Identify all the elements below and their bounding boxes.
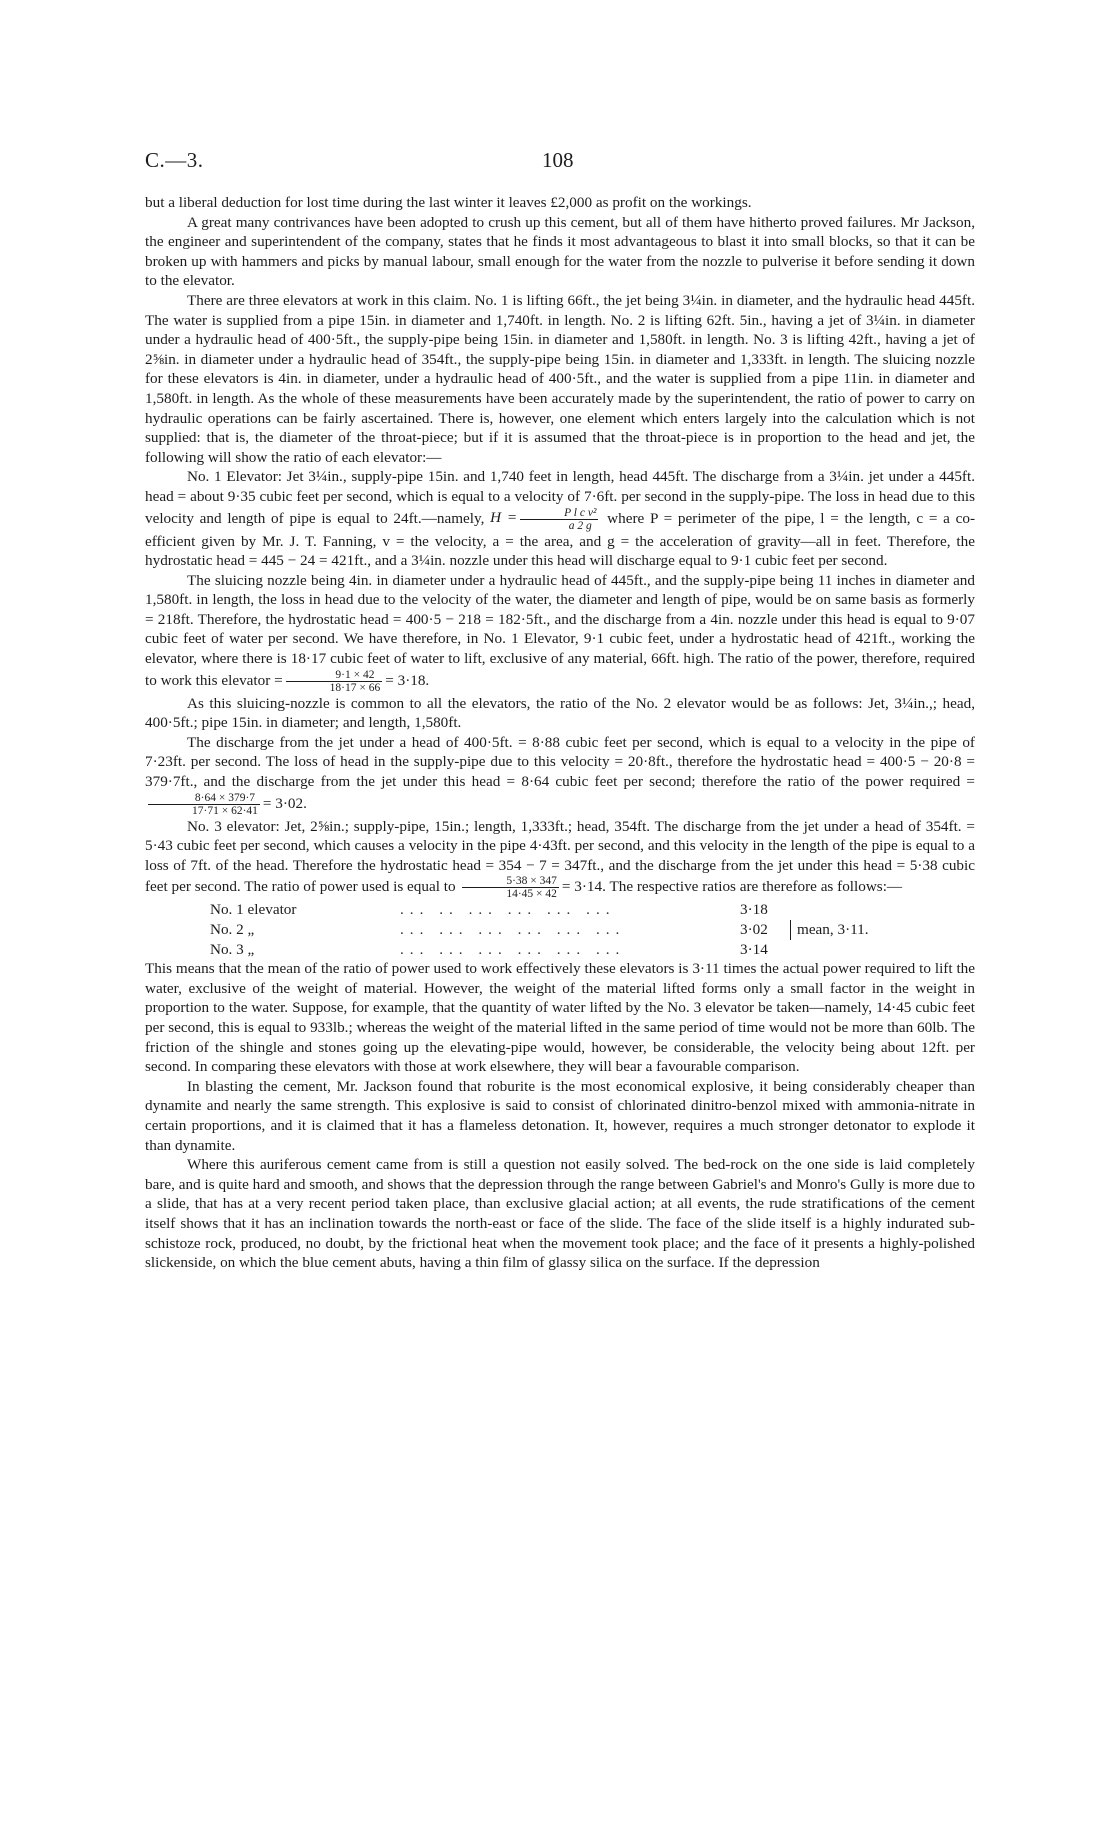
leader-dots: ... ... ... ... ... ...	[400, 921, 626, 938]
ratio-mean: mean, 3·11.	[790, 920, 910, 940]
formula-fraction	[520, 507, 598, 532]
ratio-label: No. 2 „	[210, 921, 255, 938]
paragraph-text: The sluicing nozzle being 4in. in diameter under a hydraulic head of 445ft., and the supply-pipe being 11 inches in diameter and 1,580ft. in length, the loss in head due to the velocity of the water, the diameter and length of pipe, would be on same basis as formerly = 218ft. Therefore, the hydrostatic head = 400·5 − 218 = 182·5ft., and the discharge from a 4in. nozzle under this head is equal to 9·07 cubic feet of water per second. We have therefore, in No. 1 Elevator, 9·1 cubic feet, under a hydrostatic head of 421ft., working the elevator, where there is 18·17 cubic feet of water to lift, exclusive of any material, 66ft. high. The ratio of the power, therefore, required to work this	[145, 571, 975, 689]
ratio-value: 3·18	[740, 901, 768, 919]
formula-head-loss	[490, 506, 601, 532]
paragraph-text: No. 3 elevator: Jet, 2⅝in.; supply-pipe, 15in.; length, 1,333ft.; head, 354ft. The discharge from the jet under a head of 354ft. = 5·43 cubic feet per second, which causes a velocity in the pipe 4·43ft. per second, and this velocity in the length of the pipe is equal to a loss of 7ft. of the head. Therefore the hydrostatic head = 354 − 7 = 347ft., and the discharge from the jet under this head = 5·38 cubic feet per second. The ratio of power used is equal to	[145, 817, 975, 896]
paragraph-text: where P = perimeter of the pipe, l = the length, c = a co-efficient given by Mr. J. T. Fanning, v = the velocity, a = the area, and g = the acceleration of gravity—all in feet. Therefore, the hydrostatic head = 445 − 24 = 421ft., and a 3¼in. nozzle under this head will discharge equal to 9·1 cubic feet per second.	[145, 509, 976, 570]
page-number: 108	[542, 148, 574, 172]
paragraph-text: The discharge from the jet under a head of 400·5ft. = 8·88 cubic feet per second, which is equal to a velocity in the pipe of 7·23ft. per second. The loss of head in the supply-pipe due to this velocity = 20·8ft., therefore the hydrostatic head = 400·5 − 20·8 = 379·7ft., and the discharge from the jet under this head = 8·64 cubic feet per second; therefore the ratio of the power required =	[145, 733, 975, 791]
ratio-value: 3·14	[740, 940, 768, 958]
paragraph	[145, 571, 975, 694]
ratio-value: 3·02	[740, 921, 768, 938]
ratios-table	[210, 900, 975, 959]
fraction-numerator: 8·64 × 379·7	[148, 792, 260, 805]
paragraph	[145, 817, 975, 901]
fraction-numerator: 9·1 × 42	[286, 669, 383, 682]
page-body	[145, 193, 975, 1273]
fraction-denominator: 17·71 × 62·41	[192, 804, 258, 817]
formula-result: = 3·18.	[385, 671, 430, 689]
formula-fraction	[462, 875, 559, 900]
paragraph	[145, 733, 975, 817]
ratio-label: No. 3 „	[210, 940, 255, 958]
leader-dots: ... ... ... ... ... ...	[400, 940, 626, 958]
formula-fraction	[148, 792, 260, 817]
fraction-numerator: P l c v²	[520, 507, 598, 520]
formula-elevator-1	[221, 668, 430, 694]
paragraph: Where this auriferous cement came from is still a question not easily solved. The bed-rock on the one side is laid completely bare, and is quite hard and smooth, and shows that the depression through the range between Gabriel's and Monro's Gully is more due to a slide, that has at a very recent period taken place, than exclusive glacial action; at all events, the rude stratifications of the cement itself shows that it has an inclination towards the north-east or face of the slide. The face of the slide itself is a highly indurated sub-schistoze rock, produced, no doubt, by the frictional heat when the movement took place; and the face of it presents a highly-polished slickenside, on which the blue cement abuts, having a thin film of glassy silica on the surface. If the depression	[145, 1156, 975, 1272]
paragraph	[145, 467, 975, 570]
fraction-numerator: 5·38 × 347	[462, 875, 559, 888]
formula-lhs: elevator =	[221, 671, 283, 689]
paragraph: This means that the mean of the ratio of power used to work effectively these elevators is 3·11 times the actual power required to lift the water, exclusive of the weight of material. However, the weight of the material lifted forms only a small factor in the weight in proportion to the water. Suppose, for example, that the quantity of water lifted by the No. 3 elevator be taken—namely, 14·45 cubic feet per second, this is equal to 933lb.; whereas the weight of the material lifted in the same period of time would not be more than 60lb. The friction of the shingle and stones going up the elevating-pipe would, however, be considerable, the velocity being about 12ft. per second. In comparing these elevators with those at work elsewhere, they will bear a favourable comparison.	[145, 960, 975, 1076]
paragraph-text: No. 1 Elevator: Jet 3¼in., supply-pipe 15in. and 1,740 feet in length, head 445ft. The discharge from a 3¼in. jet under a 445ft. head = about 9·35 cubic feet per second, which is equal to a velocity of 7·6ft. per second in the supply-pipe. The loss in head due to this velocity and length of pipe is equal to 24ft.—namely,	[145, 468, 975, 527]
document-reference: C.—3.	[145, 148, 204, 172]
paragraph: There are three elevators at work in this claim. No. 1 is lifting 66ft., the jet being 3¼in. in diameter, and the hydraulic head 445ft. The water is supplied from a pipe 15in. in diameter and 1,740ft. in length. No. 2 is lifting 62ft. 5in., having a jet of 3¼in. in diameter under a hydraulic head of 400·5ft., the supply-pipe being 15in. in diameter and 1,580ft. in length. No. 3 is lifting 42ft., having a jet of 2⅝in. in diameter under a hydraulic head of 354ft., the supply-pipe being 15in. in diameter and 1,333ft. in length. The sluicing nozzle for these elevators is 4in. in diameter, under a hydraulic head of 400·5ft., and the water is supplied from a pipe 11in. in diameter and 1,580ft. in length. As the whole of these measurements have been accurately made by the superintendent, the ratio of power to carry on hydraulic operations can be fairly ascertained. There is, however, one element which enters largely into the calculation which is not supplied: that is, the diameter of the throat-piece; but if it is assumed that the throat-piece is in proportion to the head and jet, the following will show the ratio of each elevator:—	[145, 291, 975, 466]
paragraph: As this sluicing-nozzle is common to all the elevators, the ratio of the No. 2 elevator would be as follows: Jet, 3¼in.,; head, 400·5ft.; pipe 15in. in diameter; and length, 1,580ft.	[145, 694, 975, 732]
formula-fraction	[286, 669, 383, 694]
fraction-denominator: a 2 g	[568, 519, 592, 532]
formula-result: = 3·02.	[262, 794, 307, 812]
fraction-denominator: 14·45 × 42	[506, 888, 557, 901]
leader-dots: ... .. ... ... ... ...	[400, 901, 616, 919]
formula-result: = 3·14.	[561, 878, 606, 896]
paragraph: A great many contrivances have been adopted to crush up this cement, but all of them have hitherto proved failures. Mr Jackson, the engineer and superintendent of the company, states that he finds it most advantageous to blast it into small blocks, so that it can be broken up with hammers and picks by manual labour, small enough for the water from the nozzle to pulverise it before sending it down to the elevator.	[145, 213, 975, 290]
paragraph: In blasting the cement, Mr. Jackson found that roburite is the most economical explosive, it being considerably cheaper than dynamite and nearly the same strength. This explosive is said to consist of chlorinated dinitro-benzol mixed with ammonia-nitrate in certain proportions, and it is claimed that it has a flameless detonation. It, however, requires a much stronger detonator to explode it than dynamite.	[145, 1077, 975, 1154]
ratio-label: No. 1 elevator	[210, 901, 297, 919]
formula-lhs: H =	[490, 509, 518, 527]
paragraph-text: The respective ratios are therefore as follows:—	[609, 878, 903, 896]
formula-elevator-2	[145, 791, 307, 817]
formula-elevator-3	[459, 875, 606, 901]
paragraph: but a liberal deduction for lost time during the last winter it leaves £2,000 as profit on the workings.	[145, 194, 752, 211]
fraction-denominator: 18·17 × 66	[329, 681, 381, 694]
